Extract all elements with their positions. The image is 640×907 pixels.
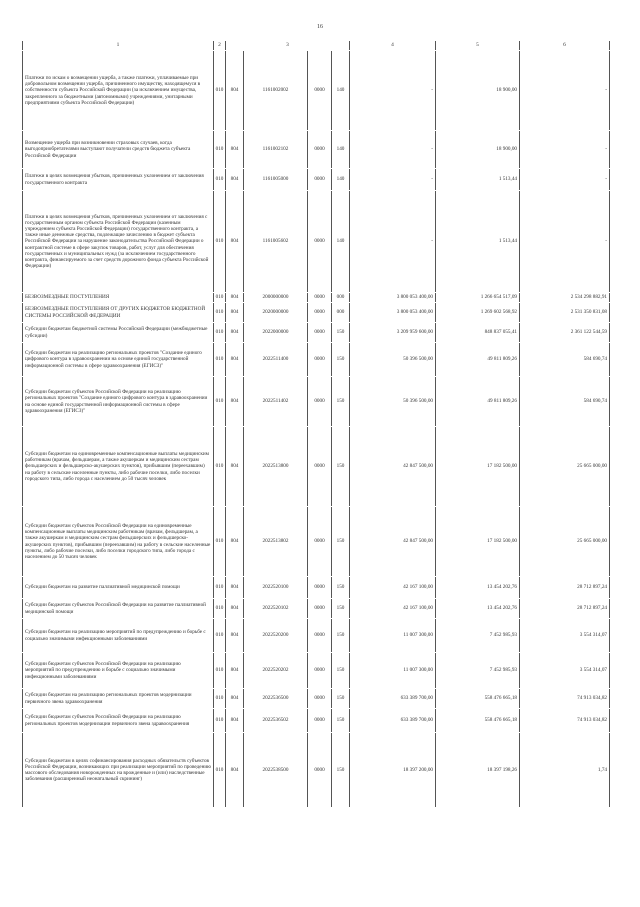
row-name: БЕЗВОЗМЕЗДНЫЕ ПОСТУПЛЕНИЯ ОТ ДРУГИХ БЮДЖЕТОВ БЮДЖЕТНОЙ СИСТЕМЫ РОССИЙСКОЙ ФЕДЕРАЦИИ [22,303,214,322]
row-approved-amount: 42 167 100,00 [350,577,436,598]
row-kbk-code: 2022511400 [244,343,308,376]
row-kbk-code: 2022536502 [244,709,308,732]
row-kbk-code: 2022520202 [244,653,308,688]
row-kbk-code: 1161005000 [244,169,308,190]
header-col-3: 3 [226,41,350,50]
row-remaining-amount: 74 913 034,82 [520,689,610,708]
row-approved-amount: 42 847 500,00 [350,507,436,576]
row-remaining-amount: 584 690,74 [520,377,610,426]
row-kbk-code: 2022520200 [244,619,308,652]
row-remaining-amount: 25 665 000,00 [520,507,610,576]
row-remaining-amount: 1,74 [520,733,610,807]
header-col-6: 6 [520,41,610,50]
row-executed-amount: 1 266 654 517,09 [436,293,520,302]
row-kbk-code: 2022520102 [244,599,308,618]
row-section-code: 804 [226,293,244,302]
row-executed-amount: 49 811 809,26 [436,377,520,426]
row-executed-amount: 1 513,44 [436,191,520,292]
row-kosgu-code: 150 [332,619,350,652]
row-subtype-code: 0000 [308,323,332,342]
row-name: Субсидии бюджетам субъектов Российской Федерации на реализацию мероприятий по предупреждению и борьбе с социально значимыми инфекционными заболеваниями [22,653,214,688]
row-name: Субсидии бюджетам бюджетной системы Российской Федерации (межбюджетные субсидии) [22,323,214,342]
row-section-code: 804 [226,169,244,190]
row-executed-amount: 1 513,44 [436,169,520,190]
row-name: Субсидии бюджетам субъектов Российской Федерации на реализацию региональных проектов модернизации первичного звена здравоохранения [22,709,214,732]
row-executed-amount: 18 900,00 [436,51,520,130]
row-kosgu-code: 150 [332,599,350,618]
row-kbk-code: 2022513800 [244,427,308,506]
row-executed-amount: 13 454 202,76 [436,577,520,598]
row-remaining-amount: 2 361 122 544,59 [520,323,610,342]
row-subtype-code: 0000 [308,51,332,130]
row-subtype-code: 0000 [308,191,332,292]
row-approved-amount: 633 389 700,00 [350,689,436,708]
row-approved-amount: 50 396 500,00 [350,377,436,426]
row-approved-amount: 42 847 500,00 [350,427,436,506]
row-name: БЕЗВОЗМЕЗДНЫЕ ПОСТУПЛЕНИЯ [22,293,214,302]
row-name: Платежи в целях возмещения убытков, причиненных уклонением от заключения государственного контракта [22,169,214,190]
row-kbk-code: 1161005602 [244,191,308,292]
row-executed-amount: 13 454 202,76 [436,599,520,618]
row-admin-code: 010 [214,427,226,506]
row-section-code: 804 [226,303,244,322]
row-kosgu-code: 140 [332,51,350,130]
row-executed-amount: 558 476 665,18 [436,709,520,732]
row-name: Платежи по искам о возмещении ущерба, а также платежи, уплачиваемые при добровольном возмещении ущерба, причиненного имуществу, находящемуся в собственности субъекта Российской Федерации (за исключением имущества, закрепленного за бюджетными (автономными) учреждениями, унитарными предприятиями субъекта Российской Федерации) [22,51,214,130]
row-approved-amount: 633 389 700,00 [350,709,436,732]
row-executed-amount: 17 182 500,00 [436,507,520,576]
row-subtype-code: 0000 [308,377,332,426]
row-admin-code: 010 [214,191,226,292]
row-remaining-amount: 584 690,74 [520,343,610,376]
row-remaining-amount: 28 712 897,24 [520,577,610,598]
row-approved-amount: 11 007 300,00 [350,653,436,688]
row-kosgu-code: 140 [332,191,350,292]
row-admin-code: 010 [214,599,226,618]
row-name: Субсидии бюджетам на реализацию мероприятий по предупреждению и борьбе с социально значимыми инфекционными заболеваниями [22,619,214,652]
row-approved-amount: 50 396 500,00 [350,343,436,376]
row-kbk-code: 2022520100 [244,577,308,598]
row-name: Субсидии бюджетам на развитие паллиативной медицинской помощи [22,577,214,598]
row-remaining-amount: 3 554 314,07 [520,653,610,688]
row-executed-amount: 558 476 665,18 [436,689,520,708]
row-subtype-code: 0000 [308,343,332,376]
row-executed-amount: 49 811 809,26 [436,343,520,376]
row-subtype-code: 0000 [308,733,332,807]
header-col-2: 2 [214,41,226,50]
row-name: Субсидии бюджетам субъектов Российской Федерации на единовременные компенсационные выплаты медицинским работникам (врачам, фельдшерам, а также акушеркам и медицинским сестрам фельдшерских и фельдшерско-акушерских пунктов), прибывшим (переехавшим) на работу в сельские населенные пункты, либо рабочие поселки, либо поселки городского типа, либо города с населением до 50 тысяч человек [22,507,214,576]
row-approved-amount: 3 800 053 400,00 [350,303,436,322]
row-section-code: 804 [226,51,244,130]
row-section-code: 804 [226,599,244,618]
row-section-code: 804 [226,619,244,652]
row-kbk-code: 2022511402 [244,377,308,426]
row-admin-code: 010 [214,709,226,732]
row-kosgu-code: 150 [332,709,350,732]
row-subtype-code: 0000 [308,293,332,302]
row-remaining-amount: 2 534 298 882,91 [520,293,610,302]
row-admin-code: 010 [214,343,226,376]
row-name: Платежи в целях возмещения убытков, причиненных уклонением от заключения с государственным органом субъекта Российской Федерации (казенным учреждением субъекта Российской Федерации) государственного контракта, а также иные денежные средства, подлежащие зачислению в бюджет субъекта Российской Федерации за нарушение законодательства Российской Федерации о контрактной системе в сфере закупок товаров, работ, услуг для обеспечения государственных и муниципальных нужд (за исключением государственного контракта, финансируемого за счет средств дорожного фонда субъекта Российской Федерации) [22,191,214,292]
row-subtype-code: 0000 [308,599,332,618]
row-section-code: 804 [226,709,244,732]
row-kosgu-code: 150 [332,377,350,426]
row-subtype-code: 0000 [308,619,332,652]
row-executed-amount: 7 452 985,93 [436,653,520,688]
row-kbk-code: 2020000000 [244,303,308,322]
header-col-5: 5 [436,41,520,50]
row-section-code: 804 [226,131,244,168]
row-admin-code: 010 [214,303,226,322]
row-kosgu-code: 150 [332,653,350,688]
row-approved-amount: - [350,191,436,292]
row-section-code: 804 [226,689,244,708]
row-remaining-amount: 74 913 034,82 [520,709,610,732]
row-executed-amount: 17 182 500,00 [436,427,520,506]
row-name: Возмещение ущерба при возникновении страховых случаев, когда выгодоприобретателями выступают получатели средств бюджета субъекта Российской Федерации [22,131,214,168]
row-kbk-code: 2000000000 [244,293,308,302]
row-kbk-code: 2022538500 [244,733,308,807]
header-col-1: 1 [22,41,214,50]
row-section-code: 804 [226,191,244,292]
row-kbk-code: 1161002002 [244,51,308,130]
row-subtype-code: 0000 [308,427,332,506]
row-section-code: 804 [226,377,244,426]
row-executed-amount: 18 397 198,26 [436,733,520,807]
row-section-code: 804 [226,427,244,506]
row-approved-amount: - [350,131,436,168]
row-kosgu-code: 150 [332,507,350,576]
row-remaining-amount: - [520,51,610,130]
row-section-code: 804 [226,653,244,688]
row-admin-code: 010 [214,169,226,190]
row-subtype-code: 0000 [308,131,332,168]
row-name: Субсидии бюджетам на единовременные компенсационные выплаты медицинским работникам (врачам, фельдшерам, а также акушеркам и медицинским сестрам фельдшерских и фельдшерско-акушерских пунктов), прибывшим (переехавшим) на работу в сельские населенные пункты, либо рабочие поселки, либо поселки городского типа, либо города с населением до 50 тысяч человек [22,427,214,506]
row-executed-amount: 7 452 985,93 [436,619,520,652]
row-subtype-code: 0000 [308,577,332,598]
row-section-code: 804 [226,577,244,598]
row-admin-code: 010 [214,323,226,342]
row-section-code: 804 [226,733,244,807]
row-name: Субсидии бюджетам на реализацию региональных проектов модернизации первичного звена здравоохранения [22,689,214,708]
row-section-code: 804 [226,323,244,342]
row-kosgu-code: 150 [332,323,350,342]
row-remaining-amount: 28 712 897,24 [520,599,610,618]
row-executed-amount: 18 900,00 [436,131,520,168]
row-approved-amount: 11 007 300,00 [350,619,436,652]
row-executed-amount: 848 837 055,41 [436,323,520,342]
row-admin-code: 010 [214,51,226,130]
row-name: Субсидии бюджетам субъектов Российской Федерации на развитие паллиативной медицинской помощи [22,599,214,618]
row-admin-code: 010 [214,577,226,598]
row-admin-code: 010 [214,653,226,688]
row-kosgu-code: 150 [332,577,350,598]
row-kosgu-code: 000 [332,293,350,302]
row-kosgu-code: 150 [332,733,350,807]
row-kbk-code: 2022000000 [244,323,308,342]
row-section-code: 804 [226,507,244,576]
row-subtype-code: 0000 [308,507,332,576]
row-kosgu-code: 000 [332,303,350,322]
row-approved-amount: 18 397 200,00 [350,733,436,807]
page-number: 16 [317,24,323,30]
row-kosgu-code: 150 [332,427,350,506]
row-kosgu-code: 140 [332,169,350,190]
row-remaining-amount: 3 554 314,07 [520,619,610,652]
row-admin-code: 010 [214,733,226,807]
row-subtype-code: 0000 [308,653,332,688]
row-remaining-amount: - [520,191,610,292]
row-approved-amount: 3 209 959 600,00 [350,323,436,342]
row-subtype-code: 0000 [308,709,332,732]
row-approved-amount: - [350,51,436,130]
row-section-code: 804 [226,343,244,376]
row-name: Субсидии бюджетам субъектов Российской Федерации на реализацию региональных проектов "Создание единого цифрового контура в здравоохранении на основе единой государственной информационной системы в сфере здравоохранения (ЕГИСЗ)" [22,377,214,426]
row-admin-code: 010 [214,293,226,302]
row-approved-amount: - [350,169,436,190]
row-subtype-code: 0000 [308,169,332,190]
row-remaining-amount: 25 665 000,00 [520,427,610,506]
row-admin-code: 010 [214,619,226,652]
row-approved-amount: 42 167 100,00 [350,599,436,618]
row-remaining-amount: - [520,169,610,190]
row-admin-code: 010 [214,131,226,168]
row-kbk-code: 2022536500 [244,689,308,708]
header-col-4: 4 [350,41,436,50]
row-admin-code: 010 [214,377,226,426]
row-remaining-amount: 2 531 350 831,08 [520,303,610,322]
row-admin-code: 010 [214,689,226,708]
row-kosgu-code: 150 [332,343,350,376]
row-approved-amount: 3 800 053 400,00 [350,293,436,302]
row-subtype-code: 0000 [308,689,332,708]
row-remaining-amount: - [520,131,610,168]
row-kbk-code: 2022513802 [244,507,308,576]
row-subtype-code: 0000 [308,303,332,322]
row-name: Субсидии бюджетам на реализацию региональных проектов "Создание единого цифрового контура в здравоохранении на основе единой государственной информационной системы в сфере здравоохранения (ЕГИСЗ)" [22,343,214,376]
row-kbk-code: 1161002102 [244,131,308,168]
row-admin-code: 010 [214,507,226,576]
row-kosgu-code: 150 [332,689,350,708]
row-executed-amount: 1 269 602 568,92 [436,303,520,322]
row-name: Субсидии бюджетам в целях софинансирования расходных обязательств субъектов Российской Федерации, возникающих при реализации мероприятий по проведению массового обследования новорожденных на врожденные и (или) наследственные заболевания (расширенный неонатальный скрининг) [22,733,214,807]
row-kosgu-code: 140 [332,131,350,168]
